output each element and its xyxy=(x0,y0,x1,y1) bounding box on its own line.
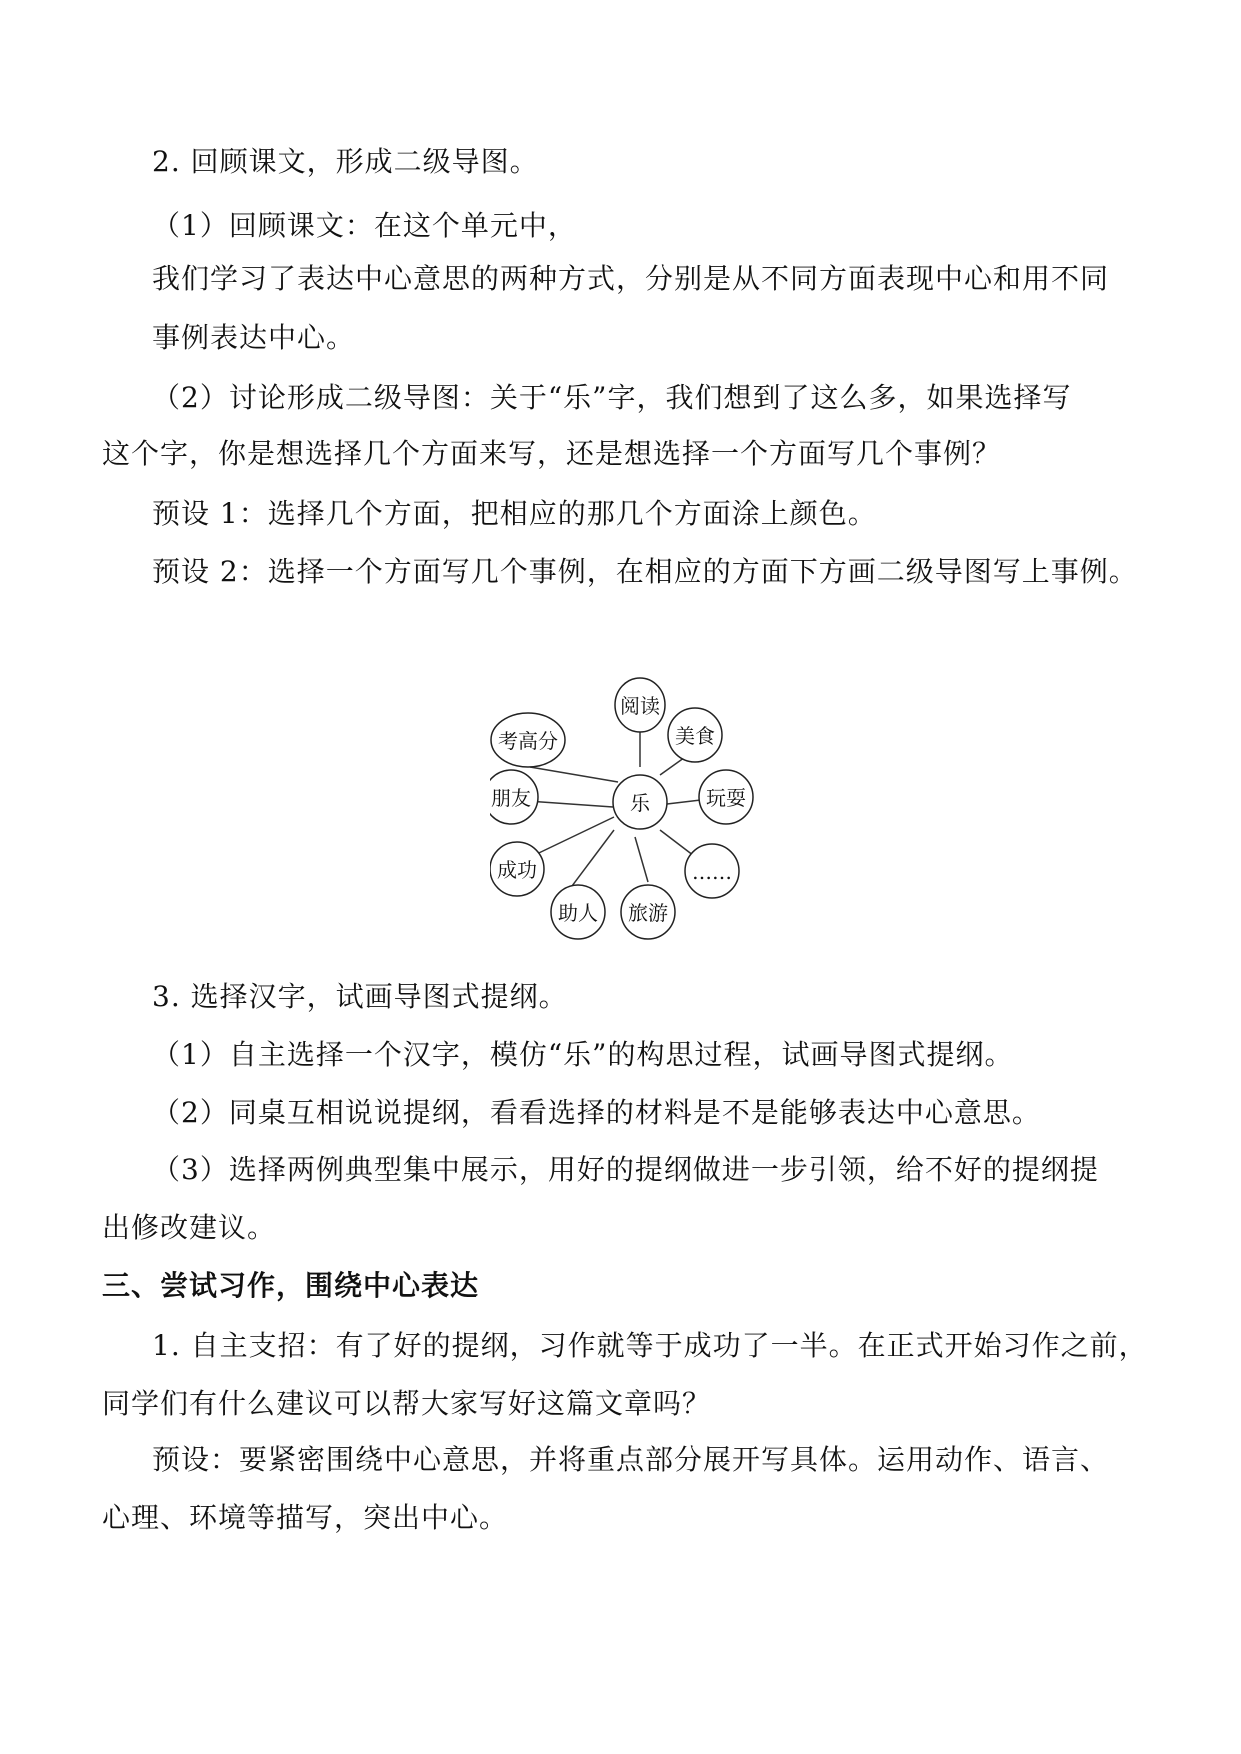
node-help-label: 助人 xyxy=(558,901,598,925)
node-play-label: 玩耍 xyxy=(706,786,746,810)
node-friends-label: 朋友 xyxy=(491,786,531,810)
section2-item1-line2: 我们学习了表达中心意思的两种方式，分别是从不同方面表现中心和用不同 xyxy=(152,262,1110,295)
mind-map-svg xyxy=(490,672,790,972)
section3-title: 3. 选择汉字，试画导图式提纲。 xyxy=(152,980,568,1013)
part3-p1-line1: 1. 自主支招：有了好的提纲，习作就等于成功了一半。在正式开始习作之前， xyxy=(152,1329,1148,1362)
connector-travel xyxy=(635,837,648,882)
center-node-label: 乐 xyxy=(630,791,650,815)
node-success-label: 成功 xyxy=(497,858,537,882)
section2-title: 2. 回顾课文，形成二级导图。 xyxy=(152,145,539,178)
section3-item2: （2）同桌互相说说提纲，看看选择的材料是不是能够表达中心意思。 xyxy=(152,1096,1041,1129)
section2-item1-line1: （1）回顾课文：在这个单元中， xyxy=(152,209,577,242)
node-reading-label: 阅读 xyxy=(620,694,660,718)
section3-item3-line1: （3）选择两例典型集中展示，用好的提纲做进一步引领，给不好的提纲提 xyxy=(152,1153,1099,1186)
section3-item1: （1）自主选择一个汉字，模仿“乐”的构思过程，试画导图式提纲。 xyxy=(152,1038,1014,1071)
node-travel-label: 旅游 xyxy=(628,901,668,925)
part3-preset-line2: 心理、环境等描写，突出中心。 xyxy=(102,1501,509,1534)
part3-p1-line2: 同学们有什么建议可以帮大家写好这篇文章吗？ xyxy=(102,1387,712,1420)
preset-2: 预设 2：选择一个方面写几个事例，在相应的方面下方画二级导图写上事例。 xyxy=(152,555,1138,588)
mind-map-diagram xyxy=(490,672,790,972)
section2-item2-line2: 这个字，你是想选择几个方面来写，还是想选择一个方面写几个事例？ xyxy=(102,437,1002,470)
part3-preset-line1: 预设：要紧密围绕中心意思，并将重点部分展开写具体。运用动作、语言、 xyxy=(152,1443,1110,1476)
section2-item1-line3: 事例表达中心。 xyxy=(152,321,356,354)
node-more-label: …… xyxy=(692,860,732,884)
preset-1: 预设 1：选择几个方面，把相应的那几个方面涂上颜色。 xyxy=(152,497,877,530)
node-high-score-label: 考高分 xyxy=(498,729,558,753)
part3-heading: 三、尝试习作，围绕中心表达 xyxy=(102,1269,480,1302)
node-food-label: 美食 xyxy=(675,724,715,748)
section2-item2-line1: （2）讨论形成二级导图：关于“乐”字，我们想到了这么多，如果选择写 xyxy=(152,381,1072,414)
section3-item3-line2: 出修改建议。 xyxy=(102,1211,277,1244)
connector-high-score xyxy=(530,767,618,782)
